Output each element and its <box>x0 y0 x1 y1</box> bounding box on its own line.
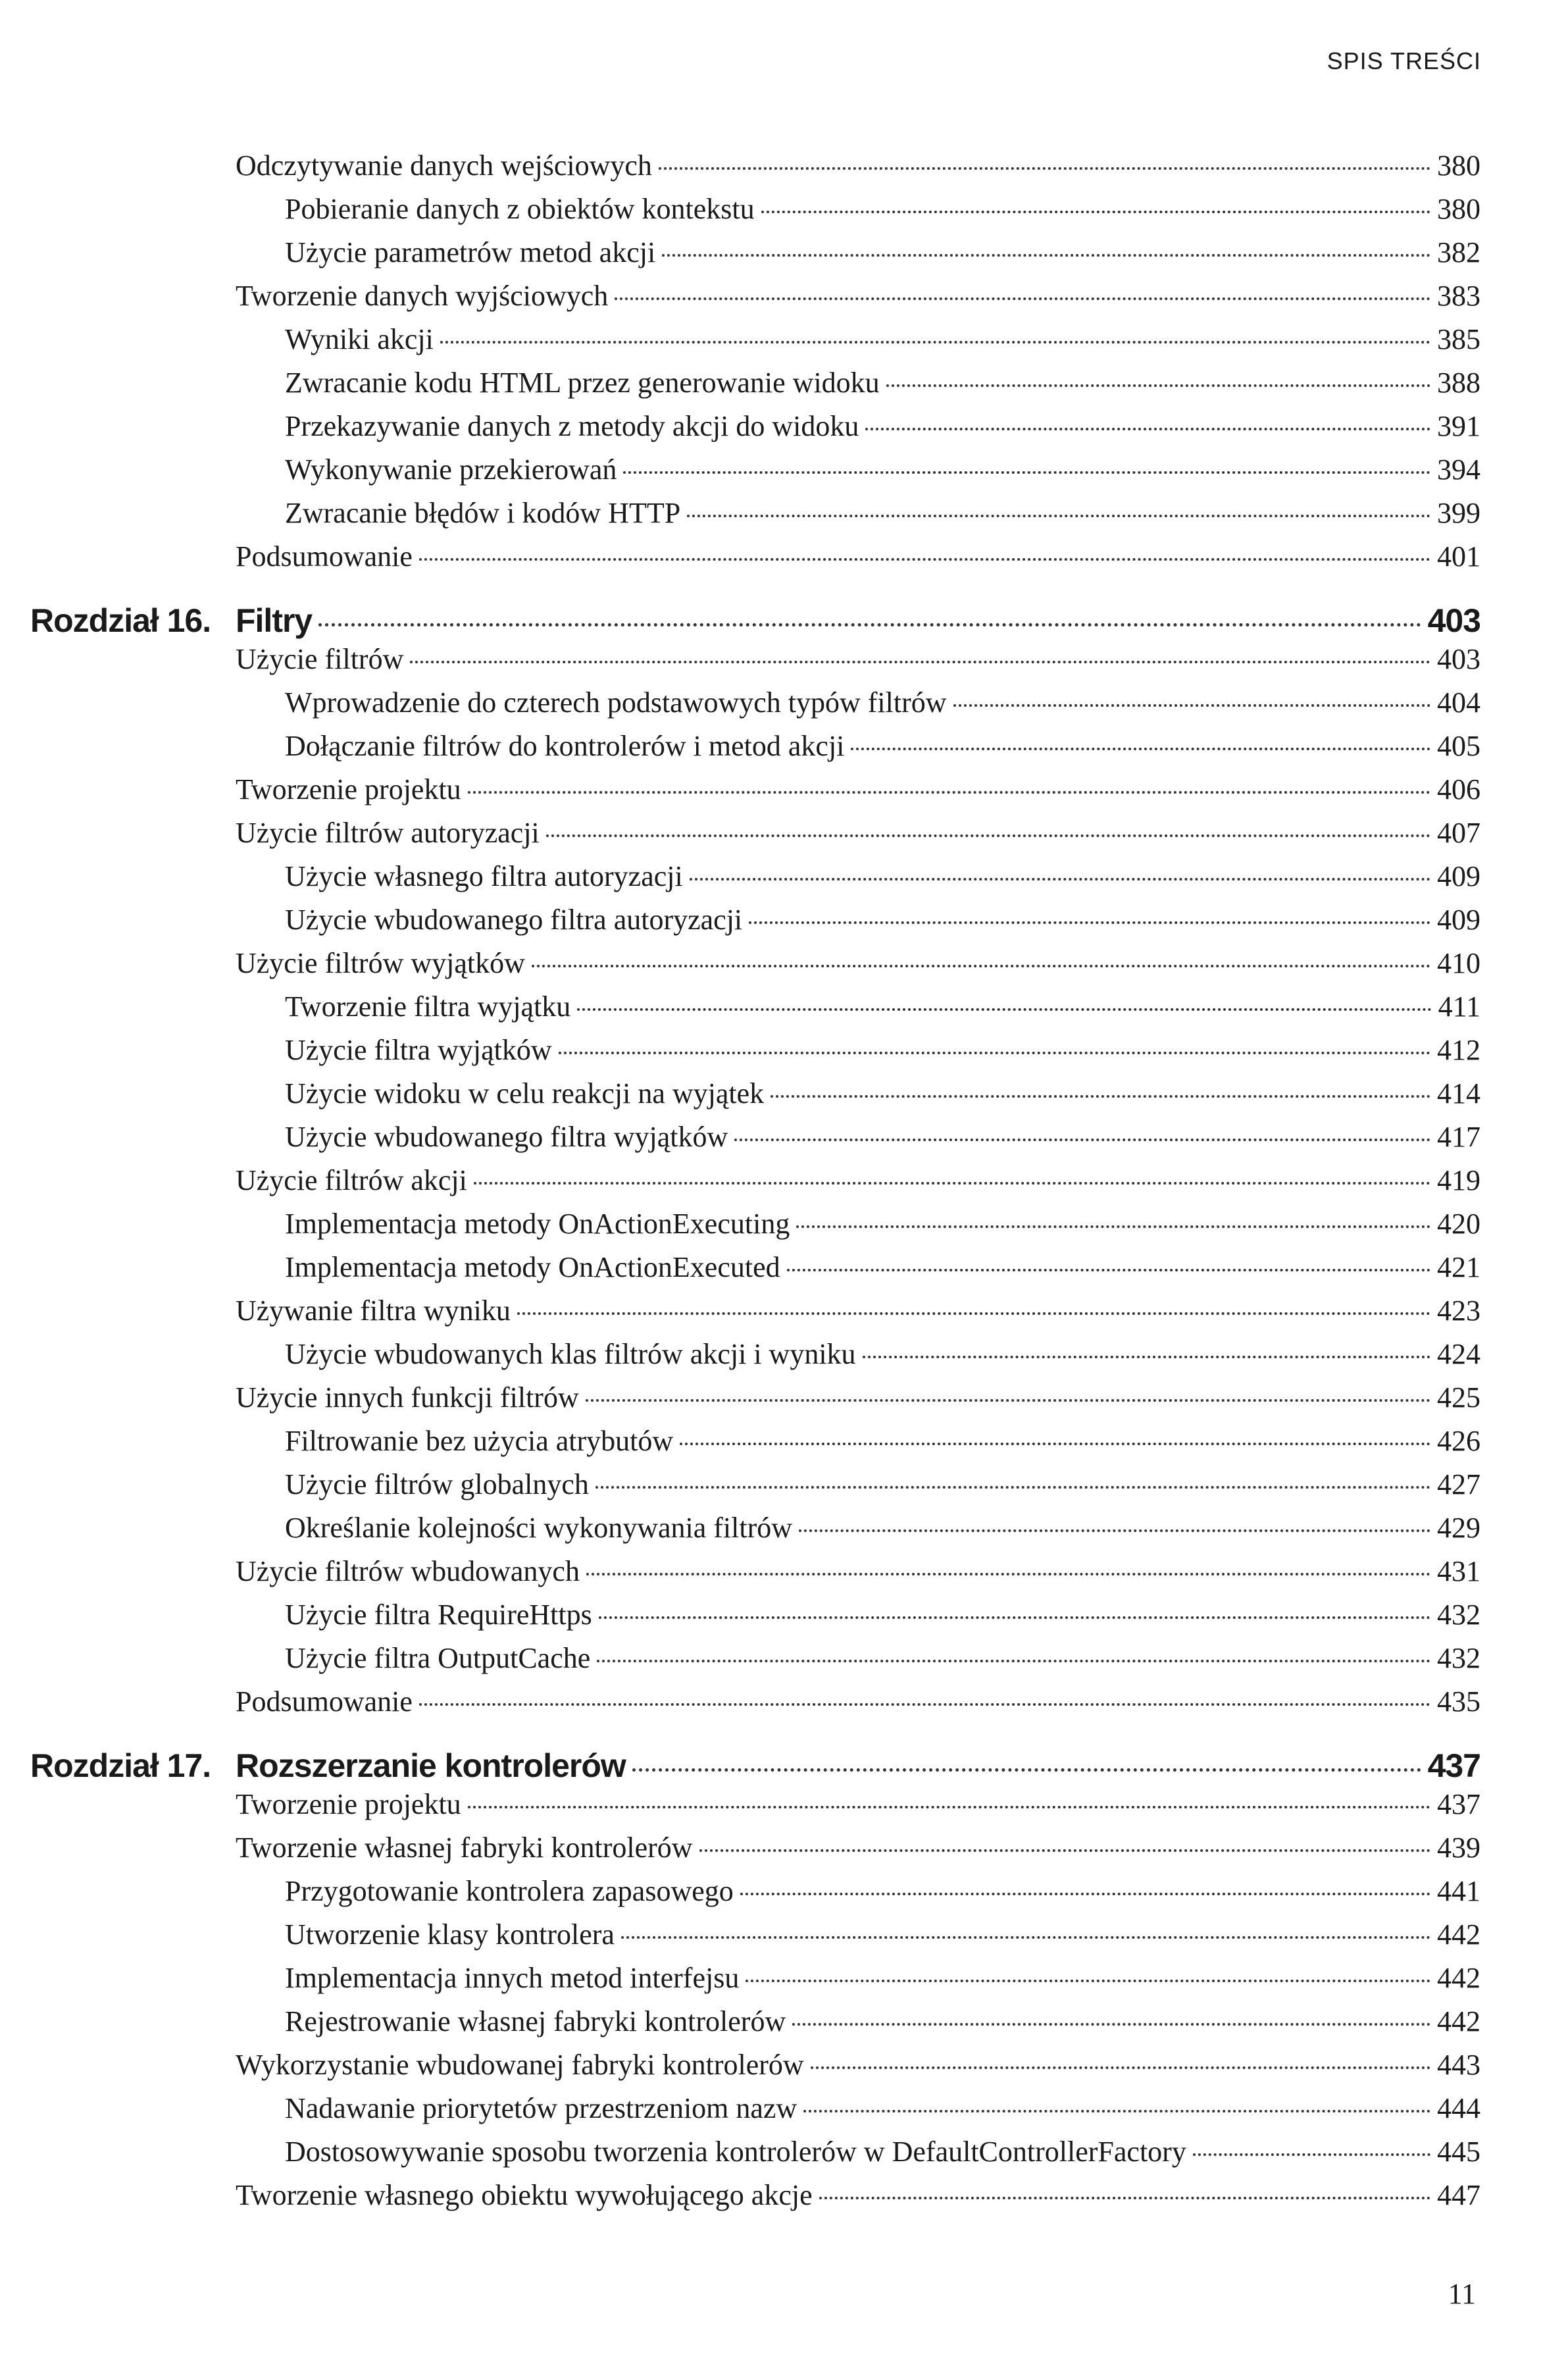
entry-title: Użycie wbudowanego filtra autoryzacji <box>285 904 743 936</box>
entry-title: Użycie innych funkcji filtrów <box>236 1381 579 1414</box>
toc-entry <box>0 1294 1480 1337</box>
entry-title: Użycie filtra RequireHttps <box>285 1599 592 1631</box>
entry-page: 437 <box>1427 1747 1480 1784</box>
toc-entry <box>0 642 1480 686</box>
dot-leader <box>740 1893 1430 1895</box>
dot-leader <box>787 1269 1430 1271</box>
toc-entry <box>0 1685 1480 1728</box>
entry-page: 419 <box>1437 1164 1480 1196</box>
chapter-label: Rozdział 17. <box>30 1747 211 1784</box>
dot-leader <box>886 384 1430 387</box>
dot-leader <box>699 1849 1430 1852</box>
toc-entry <box>0 1381 1480 1424</box>
dot-leader <box>746 1980 1430 1982</box>
dot-leader <box>468 1806 1430 1808</box>
entry-title: Użycie filtrów akcji <box>236 1164 467 1196</box>
entry-page: 403 <box>1427 602 1480 639</box>
dot-leader <box>662 254 1430 257</box>
entry-page: 417 <box>1437 1121 1480 1153</box>
page-number: 11 <box>1448 2278 1476 2310</box>
toc-entry <box>0 2005 1480 2048</box>
entry-title: Wprowadzenie do czterech podstawowych typów filtrów <box>285 686 947 719</box>
toc-entry <box>0 453 1480 496</box>
entry-page: 380 <box>1437 149 1480 182</box>
dot-leader <box>865 428 1430 430</box>
toc-entry <box>0 2091 1480 2135</box>
entry-page: 388 <box>1437 367 1480 399</box>
toc-entry <box>0 279 1480 322</box>
entry-title: Użycie filtrów globalnych <box>285 1468 589 1500</box>
entry-page: 444 <box>1437 2092 1480 2124</box>
entry-title: Utworzenie klasy kontrolera <box>285 1918 615 1951</box>
entry-page: 405 <box>1437 730 1480 762</box>
dot-leader <box>546 834 1430 837</box>
toc-entry <box>0 1250 1480 1294</box>
toc-entry <box>0 1511 1480 1554</box>
toc-entry <box>0 1337 1480 1381</box>
toc-entry <box>0 1918 1480 1961</box>
dot-leader <box>690 878 1430 881</box>
dot-leader <box>586 1573 1430 1575</box>
toc-entry <box>0 773 1480 816</box>
entry-title: Użycie parametrów metod akcji <box>285 236 656 269</box>
entry-title: Przygotowanie kontrolera zapasowego <box>285 1875 734 1907</box>
entry-page: 426 <box>1437 1425 1480 1457</box>
dot-leader <box>410 661 1430 663</box>
toc-entry <box>0 903 1480 946</box>
entry-title: Użycie filtra wyjątków <box>285 1034 552 1066</box>
entry-page: 442 <box>1437 1962 1480 1994</box>
entry-page: 411 <box>1438 990 1480 1023</box>
entry-page: 442 <box>1437 1918 1480 1951</box>
toc-entry <box>0 1077 1480 1120</box>
entry-page: 391 <box>1437 410 1480 442</box>
toc-entry <box>0 990 1480 1033</box>
toc-entry <box>0 1468 1480 1511</box>
entry-title: Tworzenie danych wyjściowych <box>236 280 609 312</box>
entry-page: 423 <box>1437 1294 1480 1327</box>
entry-title: Dostosowywanie sposobu tworzenia kontrolerów w DefaultControllerFactory <box>285 2136 1186 2168</box>
dot-leader <box>811 2066 1430 2069</box>
entry-page: 447 <box>1437 2179 1480 2211</box>
toc-entry <box>0 496 1480 540</box>
dot-leader <box>749 921 1430 924</box>
dot-leader <box>474 1182 1430 1185</box>
toc-entry <box>0 2048 1480 2091</box>
entry-page: 420 <box>1437 1208 1480 1240</box>
entry-title: Użycie filtra OutputCache <box>285 1642 591 1674</box>
dot-leader <box>761 211 1430 213</box>
entry-title: Podsumowanie <box>236 540 413 573</box>
dot-leader <box>1193 2153 1430 2156</box>
toc-entry <box>0 1641 1480 1685</box>
entry-page: 442 <box>1437 2005 1480 2037</box>
entry-title: Dołączanie filtrów do kontrolerów i metod akcji <box>285 730 845 762</box>
entry-page: 445 <box>1437 2136 1480 2168</box>
entry-title: Pobieranie danych z obiektów kontekstu <box>285 193 755 225</box>
entry-page: 421 <box>1437 1251 1480 1283</box>
entry-title: Użycie widoku w celu reakcji na wyjątek <box>285 1077 765 1110</box>
dot-leader <box>621 1936 1430 1939</box>
dot-leader <box>318 623 1421 627</box>
running-header: SPIS TREŚCI <box>1327 47 1481 74</box>
entry-page: 443 <box>1437 2049 1480 2081</box>
entry-page: 406 <box>1437 773 1480 806</box>
entry-page: 435 <box>1437 1685 1480 1718</box>
entry-title: Wykorzystanie wbudowanej fabryki kontrolerów <box>236 2049 804 2081</box>
toc-entry <box>0 1120 1480 1164</box>
dot-leader <box>586 1399 1430 1402</box>
dot-leader <box>597 1660 1430 1662</box>
entry-title: Odczytywanie danych wejściowych <box>236 149 652 182</box>
entry-page: 441 <box>1437 1875 1480 1907</box>
entry-page: 427 <box>1437 1468 1480 1500</box>
dot-leader <box>819 2197 1430 2199</box>
entry-page: 409 <box>1437 904 1480 936</box>
entry-title: Tworzenie własnego obiektu wywołującego akcje <box>236 2179 813 2211</box>
toc-entry <box>0 322 1480 366</box>
toc-entry <box>0 1831 1480 1874</box>
dot-leader <box>734 1139 1430 1141</box>
entry-page: 404 <box>1437 686 1480 719</box>
dot-leader <box>680 1443 1430 1445</box>
entry-page: 431 <box>1437 1555 1480 1587</box>
entry-page: 380 <box>1437 193 1480 225</box>
toc-entry <box>0 1787 1480 1831</box>
entry-title: Użycie filtrów wbudowanych <box>236 1555 580 1587</box>
entry-title: Zwracanie kodu HTML przez generowanie widoku <box>285 367 880 399</box>
dot-leader <box>792 2023 1430 2026</box>
toc-entry <box>0 816 1480 859</box>
entry-title: Filtrowanie bez użycia atrybutów <box>285 1425 674 1457</box>
dot-leader <box>953 704 1430 707</box>
toc-entry <box>0 1207 1480 1250</box>
entry-page: 407 <box>1437 817 1480 849</box>
entry-page: 412 <box>1437 1034 1480 1066</box>
dot-leader <box>803 2110 1430 2113</box>
toc-entry <box>0 540 1480 583</box>
entry-title: Wykonywanie przekierowań <box>285 453 617 486</box>
dot-leader <box>595 1486 1430 1489</box>
chapter-heading <box>0 602 1480 646</box>
dot-leader <box>419 558 1430 561</box>
toc-entry <box>0 366 1480 409</box>
entry-page: 437 <box>1437 1788 1480 1820</box>
toc-entry <box>0 859 1480 903</box>
entry-page: 425 <box>1437 1381 1480 1414</box>
entry-title: Tworzenie projektu <box>236 1788 461 1820</box>
entry-page: 401 <box>1437 540 1480 573</box>
dot-leader <box>559 1052 1430 1054</box>
dot-leader <box>863 1356 1430 1358</box>
toc-entry <box>0 2135 1480 2178</box>
toc-entry <box>0 1598 1480 1641</box>
entry-title: Implementacja innych metod interfejsu <box>285 1962 740 1994</box>
dot-leader <box>419 1703 1430 1706</box>
toc-entry <box>0 2178 1480 2222</box>
dot-leader <box>577 1008 1431 1011</box>
entry-title: Tworzenie projektu <box>236 773 461 806</box>
entry-title: Użycie filtrów <box>236 643 404 675</box>
dot-leader <box>440 341 1430 344</box>
entry-page: 414 <box>1437 1077 1480 1110</box>
entry-title: Użycie wbudowanego filtra wyjątków <box>285 1121 728 1153</box>
entry-title: Filtry <box>236 602 313 639</box>
entry-title: Tworzenie filtra wyjątku <box>285 990 571 1023</box>
entry-title: Określanie kolejności wykonywania filtrów <box>285 1512 793 1544</box>
dot-leader <box>796 1225 1430 1228</box>
toc-entry <box>0 1033 1480 1077</box>
entry-page: 424 <box>1437 1338 1480 1370</box>
entry-title: Używanie filtra wyniku <box>236 1294 511 1327</box>
entry-title: Użycie wbudowanych klas filtrów akcji i wyniku <box>285 1338 856 1370</box>
entry-title: Implementacja metody OnActionExecuted <box>285 1251 780 1283</box>
entry-title: Użycie własnego filtra autoryzacji <box>285 860 683 892</box>
chapter-label: Rozdział 16. <box>30 602 211 639</box>
dot-leader <box>517 1312 1430 1315</box>
dot-leader <box>615 297 1430 300</box>
entry-title: Tworzenie własnej fabryki kontrolerów <box>236 1831 693 1864</box>
entry-title: Wyniki akcji <box>285 323 434 355</box>
entry-page: 432 <box>1437 1599 1480 1631</box>
toc-entry <box>0 409 1480 453</box>
entry-page: 383 <box>1437 280 1480 312</box>
dot-leader <box>687 515 1430 517</box>
dot-leader <box>468 791 1430 794</box>
toc-entry <box>0 946 1480 990</box>
chapter-heading <box>0 1747 1480 1791</box>
toc-entry <box>0 1164 1480 1207</box>
dot-leader <box>659 167 1430 170</box>
entry-page: 394 <box>1437 453 1480 486</box>
entry-page: 403 <box>1437 643 1480 675</box>
entry-page: 429 <box>1437 1512 1480 1544</box>
dot-leader <box>851 748 1430 750</box>
toc-entry <box>0 236 1480 279</box>
entry-title: Nadawanie priorytetów przestrzeniom nazw <box>285 2092 797 2124</box>
dot-leader <box>771 1095 1430 1098</box>
dot-leader <box>599 1616 1430 1619</box>
entry-title: Rozszerzanie kontrolerów <box>236 1747 626 1784</box>
entry-page: 382 <box>1437 236 1480 269</box>
entry-title: Podsumowanie <box>236 1685 413 1718</box>
entry-page: 385 <box>1437 323 1480 355</box>
toc-entry <box>0 192 1480 236</box>
dot-leader <box>532 965 1430 967</box>
toc-entry <box>0 149 1480 192</box>
entry-page: 399 <box>1437 497 1480 529</box>
toc-entry <box>0 1961 1480 2005</box>
entry-page: 439 <box>1437 1831 1480 1864</box>
toc-entry <box>0 1424 1480 1468</box>
toc-entry <box>0 1554 1480 1598</box>
entry-title: Użycie filtrów wyjątków <box>236 947 525 979</box>
entry-title: Zwracanie błędów i kodów HTTP <box>285 497 681 529</box>
toc-entry <box>0 729 1480 773</box>
dot-leader <box>623 471 1430 474</box>
entry-title: Użycie filtrów autoryzacji <box>236 817 540 849</box>
dot-leader <box>632 1768 1421 1772</box>
toc-entry <box>0 1874 1480 1918</box>
entry-title: Przekazywanie danych z metody akcji do widoku <box>285 410 859 442</box>
entry-page: 409 <box>1437 860 1480 892</box>
entry-page: 432 <box>1437 1642 1480 1674</box>
entry-page: 410 <box>1437 947 1480 979</box>
toc-entry <box>0 686 1480 729</box>
entry-title: Rejestrowanie własnej fabryki kontrolerów <box>285 2005 786 2037</box>
dot-leader <box>799 1529 1430 1532</box>
entry-title: Implementacja metody OnActionExecuting <box>285 1208 790 1240</box>
table-of-contents <box>0 149 1480 2222</box>
